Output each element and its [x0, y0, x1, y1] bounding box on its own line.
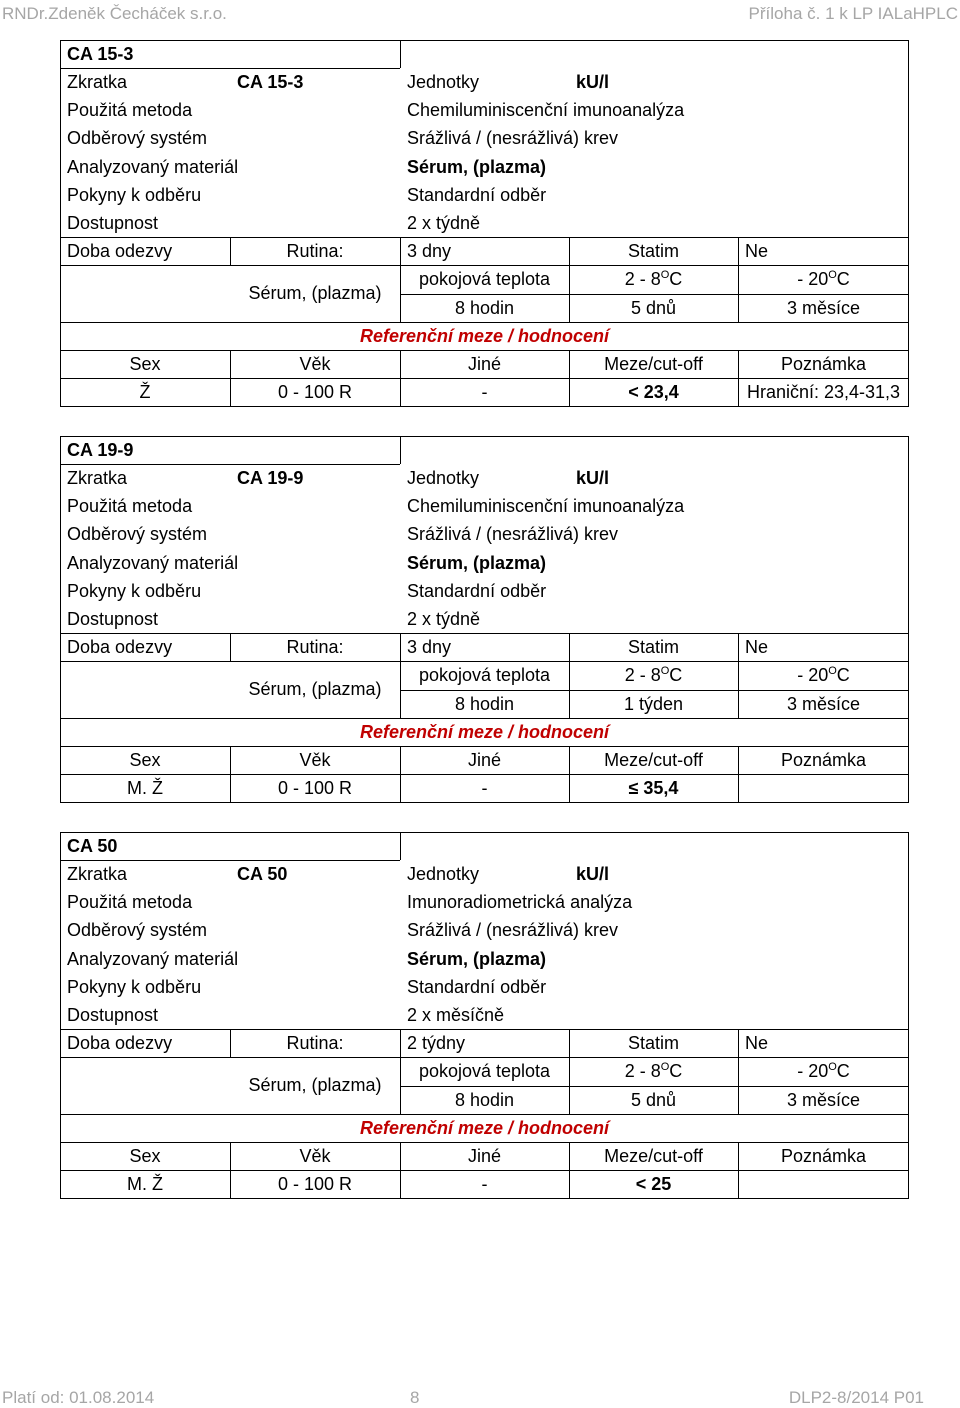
reference-heading: Referenční meze / hodnocení: [359, 326, 610, 346]
label-rutina: Rutina:: [286, 637, 344, 657]
ref-meze: < 25: [635, 1174, 672, 1194]
stability-material: Sérum, (plazma): [248, 1075, 382, 1095]
test-title: CA 19-9: [67, 440, 134, 460]
label-doba-odezvy: Doba odezvy: [67, 1033, 173, 1053]
label-pokojova: pokojová teplota: [418, 269, 551, 289]
ref-col-meze: Meze/cut-off: [604, 354, 703, 374]
footer-page-number: 8: [410, 1388, 420, 1407]
value-pokyny: Standardní odběr: [407, 185, 547, 205]
value-material: Sérum, (plazma): [407, 553, 547, 573]
ref-col-meze: Meze/cut-off: [604, 1146, 703, 1166]
stability-frozen: 3 měsíce: [786, 298, 861, 318]
label-temp-cold: $2 - 8^OC$: [624, 665, 683, 685]
label-zkratka: Zkratka: [67, 468, 128, 488]
value-metoda: Chemiluminiscenční imunoanalýza: [407, 496, 685, 516]
label-temp-frozen: - $20^OC$: [797, 1061, 850, 1081]
ref-vek: 0 - 100 R: [277, 1174, 353, 1194]
label-pokyny: Pokyny k odběru: [67, 185, 202, 205]
ref-col-meze: Meze/cut-off: [604, 750, 703, 770]
stability-frozen: 3 měsíce: [786, 694, 861, 714]
value-jednotky: kU/l: [576, 72, 610, 92]
ref-col-poznamka: Poznámka: [780, 1146, 867, 1166]
value-metoda: Chemiluminiscenční imunoanalýza: [407, 100, 685, 120]
ref-sex: M. Ž: [127, 1174, 163, 1194]
ref-col-poznamka: Poznámka: [780, 354, 867, 374]
value-material: Sérum, (plazma): [407, 157, 547, 177]
label-temp-frozen: - $20^OC$: [797, 269, 850, 289]
label-pokyny: Pokyny k odběru: [67, 581, 202, 601]
value-rutina: 3 dny: [407, 241, 452, 261]
ref-col-vek: Věk: [299, 750, 331, 770]
label-dostupnost: Dostupnost: [67, 213, 159, 233]
ref-jine: -: [481, 382, 488, 402]
reference-heading: Referenční meze / hodnocení: [359, 1118, 610, 1138]
value-statim: Ne: [745, 637, 769, 657]
stability-material: Sérum, (plazma): [248, 283, 382, 303]
label-system: Odběrový systém: [67, 128, 208, 148]
label-rutina: Rutina:: [286, 241, 344, 261]
label-jednotky: Jednotky: [407, 864, 480, 884]
reference-heading: Referenční meze / hodnocení: [359, 722, 610, 742]
label-pokojova: pokojová teplota: [418, 665, 551, 685]
header-company: RNDr.Zdeněk Čecháček s.r.o.: [2, 4, 227, 23]
ref-col-sex: Sex: [129, 354, 161, 374]
value-zkratka: CA 19-9: [237, 468, 304, 488]
label-system: Odběrový systém: [67, 524, 208, 544]
ref-col-jine: Jiné: [467, 1146, 502, 1166]
ref-col-poznamka: Poznámka: [780, 750, 867, 770]
label-jednotky: Jednotky: [407, 72, 480, 92]
ref-col-vek: Věk: [299, 354, 331, 374]
ref-jine: -: [481, 778, 488, 798]
value-dostupnost: 2 x týdně: [407, 609, 481, 629]
value-material: Sérum, (plazma): [407, 949, 547, 969]
value-dostupnost: 2 x týdně: [407, 213, 481, 233]
label-dostupnost: Dostupnost: [67, 1005, 159, 1025]
footer-valid-from: Platí od: 01.08.2014: [2, 1388, 155, 1407]
value-system: Srážlivá / (nesrážlivá) krev: [407, 524, 619, 544]
value-zkratka: CA 50: [237, 864, 288, 884]
label-doba-odezvy: Doba odezvy: [67, 241, 173, 261]
label-pokojova: pokojová teplota: [418, 1061, 551, 1081]
ref-poznamka: [738, 774, 909, 802]
value-statim: Ne: [745, 1033, 769, 1053]
label-temp-cold: $2 - 8^OC$: [624, 269, 683, 289]
label-material: Analyzovaný materiál: [67, 553, 239, 573]
test-title: CA 50: [67, 836, 118, 856]
stability-room: 8 hodin: [454, 298, 515, 318]
label-material: Analyzovaný materiál: [67, 949, 239, 969]
label-metoda: Použitá metoda: [67, 892, 193, 912]
label-doba-odezvy: Doba odezvy: [67, 637, 173, 657]
ref-col-jine: Jiné: [467, 354, 502, 374]
value-pokyny: Standardní odběr: [407, 581, 547, 601]
ref-vek: 0 - 100 R: [277, 382, 353, 402]
footer-doc-id: DLP2-8/2014 P01: [788, 1388, 924, 1407]
ref-col-jine: Jiné: [467, 750, 502, 770]
ref-poznamka: [738, 1170, 909, 1198]
label-statim: Statim: [627, 637, 679, 657]
label-metoda: Použitá metoda: [67, 100, 193, 120]
value-system: Srážlivá / (nesrážlivá) krev: [407, 920, 619, 940]
stability-room: 8 hodin: [454, 694, 515, 714]
value-zkratka: CA 15-3: [237, 72, 304, 92]
label-statim: Statim: [627, 241, 679, 261]
value-pokyny: Standardní odběr: [407, 977, 547, 997]
value-system: Srážlivá / (nesrážlivá) krev: [407, 128, 619, 148]
label-statim: Statim: [627, 1033, 679, 1053]
ref-col-vek: Věk: [299, 1146, 331, 1166]
ref-meze: < 23,4: [628, 382, 679, 402]
value-dostupnost: 2 x měsíčně: [407, 1005, 505, 1025]
ref-col-sex: Sex: [129, 1146, 161, 1166]
stability-frozen: 3 měsíce: [786, 1090, 861, 1110]
label-metoda: Použitá metoda: [67, 496, 193, 516]
ref-jine: -: [481, 1174, 488, 1194]
label-system: Odběrový systém: [67, 920, 208, 940]
value-jednotky: kU/l: [576, 468, 610, 488]
stability-material: Sérum, (plazma): [248, 679, 382, 699]
stability-cold: 1 týden: [623, 694, 684, 714]
stability-room: 8 hodin: [454, 1090, 515, 1110]
label-zkratka: Zkratka: [67, 72, 128, 92]
stability-cold: 5 dnů: [630, 298, 677, 318]
page-footer: [0, 1388, 960, 1406]
ref-meze: ≤ 35,4: [628, 778, 679, 798]
label-pokyny: Pokyny k odběru: [67, 977, 202, 997]
value-metoda: Imunoradiometrická analýza: [407, 892, 633, 912]
header-attachment: Příloha č. 1 k LP IALaHPLC: [748, 4, 958, 23]
ref-vek: 0 - 100 R: [277, 778, 353, 798]
label-temp-frozen: - $20^OC$: [797, 665, 850, 685]
ref-poznamka: Hraniční: 23,4-31,3: [746, 382, 901, 402]
ref-col-sex: Sex: [129, 750, 161, 770]
value-statim: Ne: [745, 241, 769, 261]
value-jednotky: kU/l: [576, 864, 610, 884]
label-rutina: Rutina:: [286, 1033, 344, 1053]
stability-cold: 5 dnů: [630, 1090, 677, 1110]
label-zkratka: Zkratka: [67, 864, 128, 884]
label-dostupnost: Dostupnost: [67, 609, 159, 629]
label-temp-cold: $2 - 8^OC$: [624, 1061, 683, 1081]
value-rutina: 2 týdny: [407, 1033, 466, 1053]
ref-sex: M. Ž: [127, 778, 163, 798]
ref-sex: Ž: [139, 382, 151, 402]
value-rutina: 3 dny: [407, 637, 452, 657]
page-header: [0, 4, 960, 26]
test-title: CA 15-3: [67, 44, 134, 64]
label-jednotky: Jednotky: [407, 468, 480, 488]
label-material: Analyzovaný materiál: [67, 157, 239, 177]
